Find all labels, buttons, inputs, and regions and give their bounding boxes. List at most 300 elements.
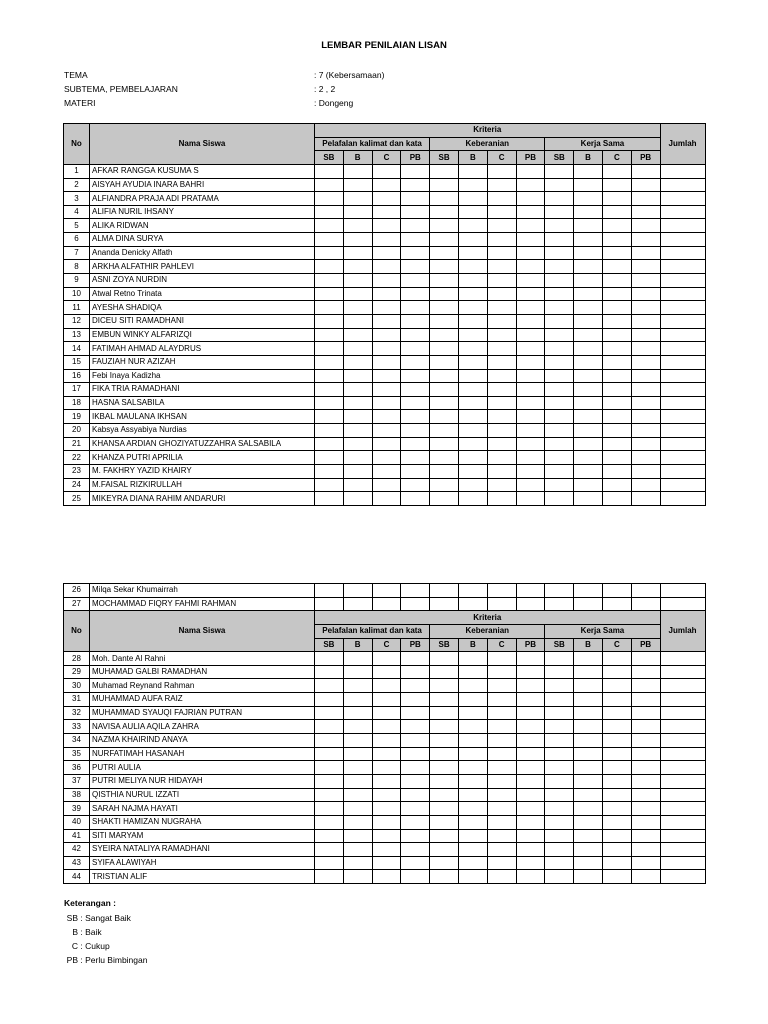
score-cell[interactable] — [458, 369, 487, 383]
score-cell[interactable] — [315, 205, 344, 219]
jumlah-cell[interactable] — [660, 465, 705, 479]
score-cell[interactable] — [401, 465, 430, 479]
jumlah-cell[interactable] — [660, 802, 705, 816]
score-cell[interactable] — [343, 492, 372, 506]
score-cell[interactable] — [487, 287, 516, 301]
score-cell[interactable] — [631, 342, 660, 356]
score-cell[interactable] — [602, 383, 631, 397]
score-cell[interactable] — [458, 679, 487, 693]
score-cell[interactable] — [631, 856, 660, 870]
score-cell[interactable] — [372, 301, 401, 315]
score-cell[interactable] — [401, 396, 430, 410]
score-cell[interactable] — [430, 597, 459, 611]
score-cell[interactable] — [315, 246, 344, 260]
score-cell[interactable] — [372, 342, 401, 356]
score-cell[interactable] — [343, 747, 372, 761]
score-cell[interactable] — [574, 829, 603, 843]
jumlah-cell[interactable] — [660, 355, 705, 369]
score-cell[interactable] — [631, 734, 660, 748]
score-cell[interactable] — [315, 369, 344, 383]
score-cell[interactable] — [458, 178, 487, 192]
score-cell[interactable] — [574, 665, 603, 679]
score-cell[interactable] — [487, 665, 516, 679]
jumlah-cell[interactable] — [660, 192, 705, 206]
score-cell[interactable] — [401, 747, 430, 761]
score-cell[interactable] — [315, 342, 344, 356]
score-cell[interactable] — [631, 205, 660, 219]
score-cell[interactable] — [631, 652, 660, 666]
score-cell[interactable] — [545, 734, 574, 748]
score-cell[interactable] — [372, 774, 401, 788]
score-cell[interactable] — [343, 451, 372, 465]
score-cell[interactable] — [315, 843, 344, 857]
score-cell[interactable] — [516, 192, 545, 206]
score-cell[interactable] — [516, 178, 545, 192]
score-cell[interactable] — [401, 652, 430, 666]
score-cell[interactable] — [458, 652, 487, 666]
score-cell[interactable] — [631, 706, 660, 720]
score-cell[interactable] — [430, 314, 459, 328]
score-cell[interactable] — [458, 720, 487, 734]
score-cell[interactable] — [343, 192, 372, 206]
score-cell[interactable] — [574, 706, 603, 720]
score-cell[interactable] — [545, 584, 574, 598]
score-cell[interactable] — [545, 396, 574, 410]
score-cell[interactable] — [430, 856, 459, 870]
score-cell[interactable] — [458, 342, 487, 356]
score-cell[interactable] — [430, 301, 459, 315]
score-cell[interactable] — [315, 287, 344, 301]
score-cell[interactable] — [631, 410, 660, 424]
score-cell[interactable] — [430, 355, 459, 369]
score-cell[interactable] — [602, 287, 631, 301]
score-cell[interactable] — [574, 679, 603, 693]
score-cell[interactable] — [343, 424, 372, 438]
score-cell[interactable] — [602, 355, 631, 369]
score-cell[interactable] — [430, 720, 459, 734]
score-cell[interactable] — [487, 383, 516, 397]
score-cell[interactable] — [574, 355, 603, 369]
score-cell[interactable] — [430, 219, 459, 233]
score-cell[interactable] — [545, 679, 574, 693]
score-cell[interactable] — [545, 314, 574, 328]
score-cell[interactable] — [631, 665, 660, 679]
score-cell[interactable] — [487, 843, 516, 857]
score-cell[interactable] — [343, 355, 372, 369]
score-cell[interactable] — [602, 706, 631, 720]
score-cell[interactable] — [516, 369, 545, 383]
score-cell[interactable] — [574, 774, 603, 788]
score-cell[interactable] — [430, 465, 459, 479]
score-cell[interactable] — [631, 747, 660, 761]
score-cell[interactable] — [487, 260, 516, 274]
score-cell[interactable] — [516, 829, 545, 843]
score-cell[interactable] — [516, 451, 545, 465]
score-cell[interactable] — [372, 843, 401, 857]
score-cell[interactable] — [372, 815, 401, 829]
score-cell[interactable] — [458, 478, 487, 492]
score-cell[interactable] — [487, 355, 516, 369]
score-cell[interactable] — [430, 274, 459, 288]
score-cell[interactable] — [315, 478, 344, 492]
score-cell[interactable] — [516, 233, 545, 247]
score-cell[interactable] — [343, 164, 372, 178]
score-cell[interactable] — [487, 178, 516, 192]
score-cell[interactable] — [602, 761, 631, 775]
score-cell[interactable] — [631, 437, 660, 451]
score-cell[interactable] — [315, 720, 344, 734]
score-cell[interactable] — [487, 478, 516, 492]
score-cell[interactable] — [315, 233, 344, 247]
jumlah-cell[interactable] — [660, 706, 705, 720]
score-cell[interactable] — [631, 369, 660, 383]
score-cell[interactable] — [631, 287, 660, 301]
score-cell[interactable] — [602, 815, 631, 829]
score-cell[interactable] — [430, 287, 459, 301]
score-cell[interactable] — [401, 355, 430, 369]
score-cell[interactable] — [430, 233, 459, 247]
score-cell[interactable] — [401, 761, 430, 775]
score-cell[interactable] — [430, 205, 459, 219]
score-cell[interactable] — [516, 260, 545, 274]
score-cell[interactable] — [458, 260, 487, 274]
score-cell[interactable] — [545, 260, 574, 274]
score-cell[interactable] — [487, 584, 516, 598]
score-cell[interactable] — [574, 761, 603, 775]
score-cell[interactable] — [545, 301, 574, 315]
jumlah-cell[interactable] — [660, 665, 705, 679]
jumlah-cell[interactable] — [660, 383, 705, 397]
score-cell[interactable] — [401, 693, 430, 707]
score-cell[interactable] — [343, 478, 372, 492]
score-cell[interactable] — [602, 734, 631, 748]
score-cell[interactable] — [487, 597, 516, 611]
score-cell[interactable] — [631, 233, 660, 247]
score-cell[interactable] — [315, 761, 344, 775]
score-cell[interactable] — [545, 410, 574, 424]
score-cell[interactable] — [401, 301, 430, 315]
score-cell[interactable] — [401, 369, 430, 383]
score-cell[interactable] — [372, 164, 401, 178]
score-cell[interactable] — [401, 437, 430, 451]
score-cell[interactable] — [602, 369, 631, 383]
score-cell[interactable] — [372, 233, 401, 247]
score-cell[interactable] — [372, 856, 401, 870]
score-cell[interactable] — [430, 788, 459, 802]
jumlah-cell[interactable] — [660, 274, 705, 288]
score-cell[interactable] — [372, 219, 401, 233]
score-cell[interactable] — [631, 192, 660, 206]
score-cell[interactable] — [487, 164, 516, 178]
score-cell[interactable] — [487, 652, 516, 666]
score-cell[interactable] — [487, 396, 516, 410]
jumlah-cell[interactable] — [660, 233, 705, 247]
score-cell[interactable] — [516, 843, 545, 857]
score-cell[interactable] — [574, 410, 603, 424]
score-cell[interactable] — [343, 706, 372, 720]
score-cell[interactable] — [315, 679, 344, 693]
score-cell[interactable] — [631, 597, 660, 611]
score-cell[interactable] — [372, 492, 401, 506]
score-cell[interactable] — [574, 465, 603, 479]
score-cell[interactable] — [343, 410, 372, 424]
score-cell[interactable] — [631, 492, 660, 506]
jumlah-cell[interactable] — [660, 679, 705, 693]
score-cell[interactable] — [343, 437, 372, 451]
score-cell[interactable] — [516, 734, 545, 748]
score-cell[interactable] — [516, 314, 545, 328]
score-cell[interactable] — [574, 328, 603, 342]
score-cell[interactable] — [372, 205, 401, 219]
score-cell[interactable] — [401, 314, 430, 328]
score-cell[interactable] — [315, 734, 344, 748]
score-cell[interactable] — [401, 870, 430, 884]
score-cell[interactable] — [430, 410, 459, 424]
score-cell[interactable] — [602, 396, 631, 410]
score-cell[interactable] — [372, 584, 401, 598]
score-cell[interactable] — [602, 679, 631, 693]
score-cell[interactable] — [602, 870, 631, 884]
score-cell[interactable] — [430, 451, 459, 465]
score-cell[interactable] — [372, 693, 401, 707]
score-cell[interactable] — [430, 492, 459, 506]
score-cell[interactable] — [545, 478, 574, 492]
score-cell[interactable] — [458, 665, 487, 679]
score-cell[interactable] — [458, 355, 487, 369]
jumlah-cell[interactable] — [660, 788, 705, 802]
score-cell[interactable] — [343, 219, 372, 233]
score-cell[interactable] — [545, 788, 574, 802]
score-cell[interactable] — [458, 584, 487, 598]
score-cell[interactable] — [430, 424, 459, 438]
score-cell[interactable] — [430, 829, 459, 843]
score-cell[interactable] — [516, 424, 545, 438]
score-cell[interactable] — [372, 424, 401, 438]
score-cell[interactable] — [574, 870, 603, 884]
score-cell[interactable] — [545, 465, 574, 479]
score-cell[interactable] — [372, 437, 401, 451]
score-cell[interactable] — [574, 301, 603, 315]
score-cell[interactable] — [516, 287, 545, 301]
jumlah-cell[interactable] — [660, 314, 705, 328]
score-cell[interactable] — [545, 856, 574, 870]
score-cell[interactable] — [602, 465, 631, 479]
score-cell[interactable] — [545, 328, 574, 342]
score-cell[interactable] — [315, 788, 344, 802]
score-cell[interactable] — [458, 451, 487, 465]
score-cell[interactable] — [315, 584, 344, 598]
score-cell[interactable] — [458, 424, 487, 438]
jumlah-cell[interactable] — [660, 870, 705, 884]
jumlah-cell[interactable] — [660, 410, 705, 424]
score-cell[interactable] — [516, 747, 545, 761]
score-cell[interactable] — [516, 355, 545, 369]
score-cell[interactable] — [487, 802, 516, 816]
score-cell[interactable] — [516, 410, 545, 424]
score-cell[interactable] — [574, 597, 603, 611]
score-cell[interactable] — [343, 465, 372, 479]
score-cell[interactable] — [458, 274, 487, 288]
score-cell[interactable] — [315, 314, 344, 328]
score-cell[interactable] — [343, 652, 372, 666]
score-cell[interactable] — [602, 802, 631, 816]
score-cell[interactable] — [401, 219, 430, 233]
score-cell[interactable] — [602, 246, 631, 260]
score-cell[interactable] — [372, 396, 401, 410]
score-cell[interactable] — [430, 652, 459, 666]
score-cell[interactable] — [315, 465, 344, 479]
score-cell[interactable] — [487, 246, 516, 260]
score-cell[interactable] — [401, 492, 430, 506]
score-cell[interactable] — [430, 774, 459, 788]
score-cell[interactable] — [602, 342, 631, 356]
score-cell[interactable] — [602, 192, 631, 206]
score-cell[interactable] — [372, 870, 401, 884]
score-cell[interactable] — [631, 424, 660, 438]
score-cell[interactable] — [315, 829, 344, 843]
score-cell[interactable] — [315, 597, 344, 611]
score-cell[interactable] — [602, 451, 631, 465]
score-cell[interactable] — [372, 829, 401, 843]
score-cell[interactable] — [372, 355, 401, 369]
score-cell[interactable] — [401, 584, 430, 598]
score-cell[interactable] — [516, 301, 545, 315]
score-cell[interactable] — [315, 192, 344, 206]
score-cell[interactable] — [516, 761, 545, 775]
score-cell[interactable] — [545, 437, 574, 451]
score-cell[interactable] — [343, 396, 372, 410]
score-cell[interactable] — [372, 706, 401, 720]
score-cell[interactable] — [545, 665, 574, 679]
jumlah-cell[interactable] — [660, 747, 705, 761]
score-cell[interactable] — [430, 178, 459, 192]
score-cell[interactable] — [372, 465, 401, 479]
score-cell[interactable] — [315, 260, 344, 274]
score-cell[interactable] — [545, 774, 574, 788]
score-cell[interactable] — [343, 856, 372, 870]
score-cell[interactable] — [315, 856, 344, 870]
score-cell[interactable] — [315, 774, 344, 788]
score-cell[interactable] — [487, 328, 516, 342]
score-cell[interactable] — [401, 720, 430, 734]
score-cell[interactable] — [545, 369, 574, 383]
score-cell[interactable] — [487, 342, 516, 356]
score-cell[interactable] — [315, 815, 344, 829]
jumlah-cell[interactable] — [660, 451, 705, 465]
score-cell[interactable] — [430, 693, 459, 707]
score-cell[interactable] — [458, 396, 487, 410]
score-cell[interactable] — [545, 829, 574, 843]
score-cell[interactable] — [516, 164, 545, 178]
score-cell[interactable] — [343, 815, 372, 829]
score-cell[interactable] — [343, 829, 372, 843]
score-cell[interactable] — [487, 205, 516, 219]
score-cell[interactable] — [574, 788, 603, 802]
score-cell[interactable] — [545, 287, 574, 301]
score-cell[interactable] — [574, 164, 603, 178]
score-cell[interactable] — [574, 396, 603, 410]
score-cell[interactable] — [487, 815, 516, 829]
score-cell[interactable] — [602, 597, 631, 611]
score-cell[interactable] — [516, 679, 545, 693]
score-cell[interactable] — [458, 843, 487, 857]
score-cell[interactable] — [315, 870, 344, 884]
jumlah-cell[interactable] — [660, 246, 705, 260]
score-cell[interactable] — [516, 437, 545, 451]
jumlah-cell[interactable] — [660, 478, 705, 492]
score-cell[interactable] — [602, 665, 631, 679]
score-cell[interactable] — [631, 328, 660, 342]
score-cell[interactable] — [516, 870, 545, 884]
score-cell[interactable] — [516, 774, 545, 788]
score-cell[interactable] — [487, 424, 516, 438]
score-cell[interactable] — [315, 492, 344, 506]
score-cell[interactable] — [458, 597, 487, 611]
score-cell[interactable] — [401, 856, 430, 870]
score-cell[interactable] — [487, 734, 516, 748]
score-cell[interactable] — [430, 734, 459, 748]
score-cell[interactable] — [458, 437, 487, 451]
score-cell[interactable] — [315, 802, 344, 816]
score-cell[interactable] — [315, 424, 344, 438]
score-cell[interactable] — [458, 328, 487, 342]
jumlah-cell[interactable] — [660, 342, 705, 356]
score-cell[interactable] — [372, 369, 401, 383]
score-cell[interactable] — [631, 301, 660, 315]
jumlah-cell[interactable] — [660, 829, 705, 843]
score-cell[interactable] — [631, 260, 660, 274]
score-cell[interactable] — [343, 342, 372, 356]
score-cell[interactable] — [487, 410, 516, 424]
score-cell[interactable] — [458, 706, 487, 720]
score-cell[interactable] — [516, 584, 545, 598]
score-cell[interactable] — [430, 843, 459, 857]
score-cell[interactable] — [545, 383, 574, 397]
score-cell[interactable] — [372, 734, 401, 748]
score-cell[interactable] — [602, 260, 631, 274]
score-cell[interactable] — [574, 802, 603, 816]
score-cell[interactable] — [545, 843, 574, 857]
score-cell[interactable] — [631, 355, 660, 369]
score-cell[interactable] — [516, 383, 545, 397]
score-cell[interactable] — [430, 870, 459, 884]
score-cell[interactable] — [343, 693, 372, 707]
score-cell[interactable] — [401, 192, 430, 206]
score-cell[interactable] — [602, 233, 631, 247]
score-cell[interactable] — [574, 856, 603, 870]
score-cell[interactable] — [487, 314, 516, 328]
score-cell[interactable] — [545, 802, 574, 816]
score-cell[interactable] — [602, 720, 631, 734]
score-cell[interactable] — [343, 720, 372, 734]
jumlah-cell[interactable] — [660, 693, 705, 707]
score-cell[interactable] — [343, 679, 372, 693]
score-cell[interactable] — [602, 410, 631, 424]
score-cell[interactable] — [516, 342, 545, 356]
score-cell[interactable] — [574, 205, 603, 219]
score-cell[interactable] — [545, 192, 574, 206]
score-cell[interactable] — [487, 788, 516, 802]
score-cell[interactable] — [458, 205, 487, 219]
score-cell[interactable] — [602, 693, 631, 707]
score-cell[interactable] — [545, 451, 574, 465]
score-cell[interactable] — [574, 478, 603, 492]
score-cell[interactable] — [545, 233, 574, 247]
jumlah-cell[interactable] — [660, 652, 705, 666]
score-cell[interactable] — [574, 652, 603, 666]
score-cell[interactable] — [602, 424, 631, 438]
score-cell[interactable] — [343, 802, 372, 816]
